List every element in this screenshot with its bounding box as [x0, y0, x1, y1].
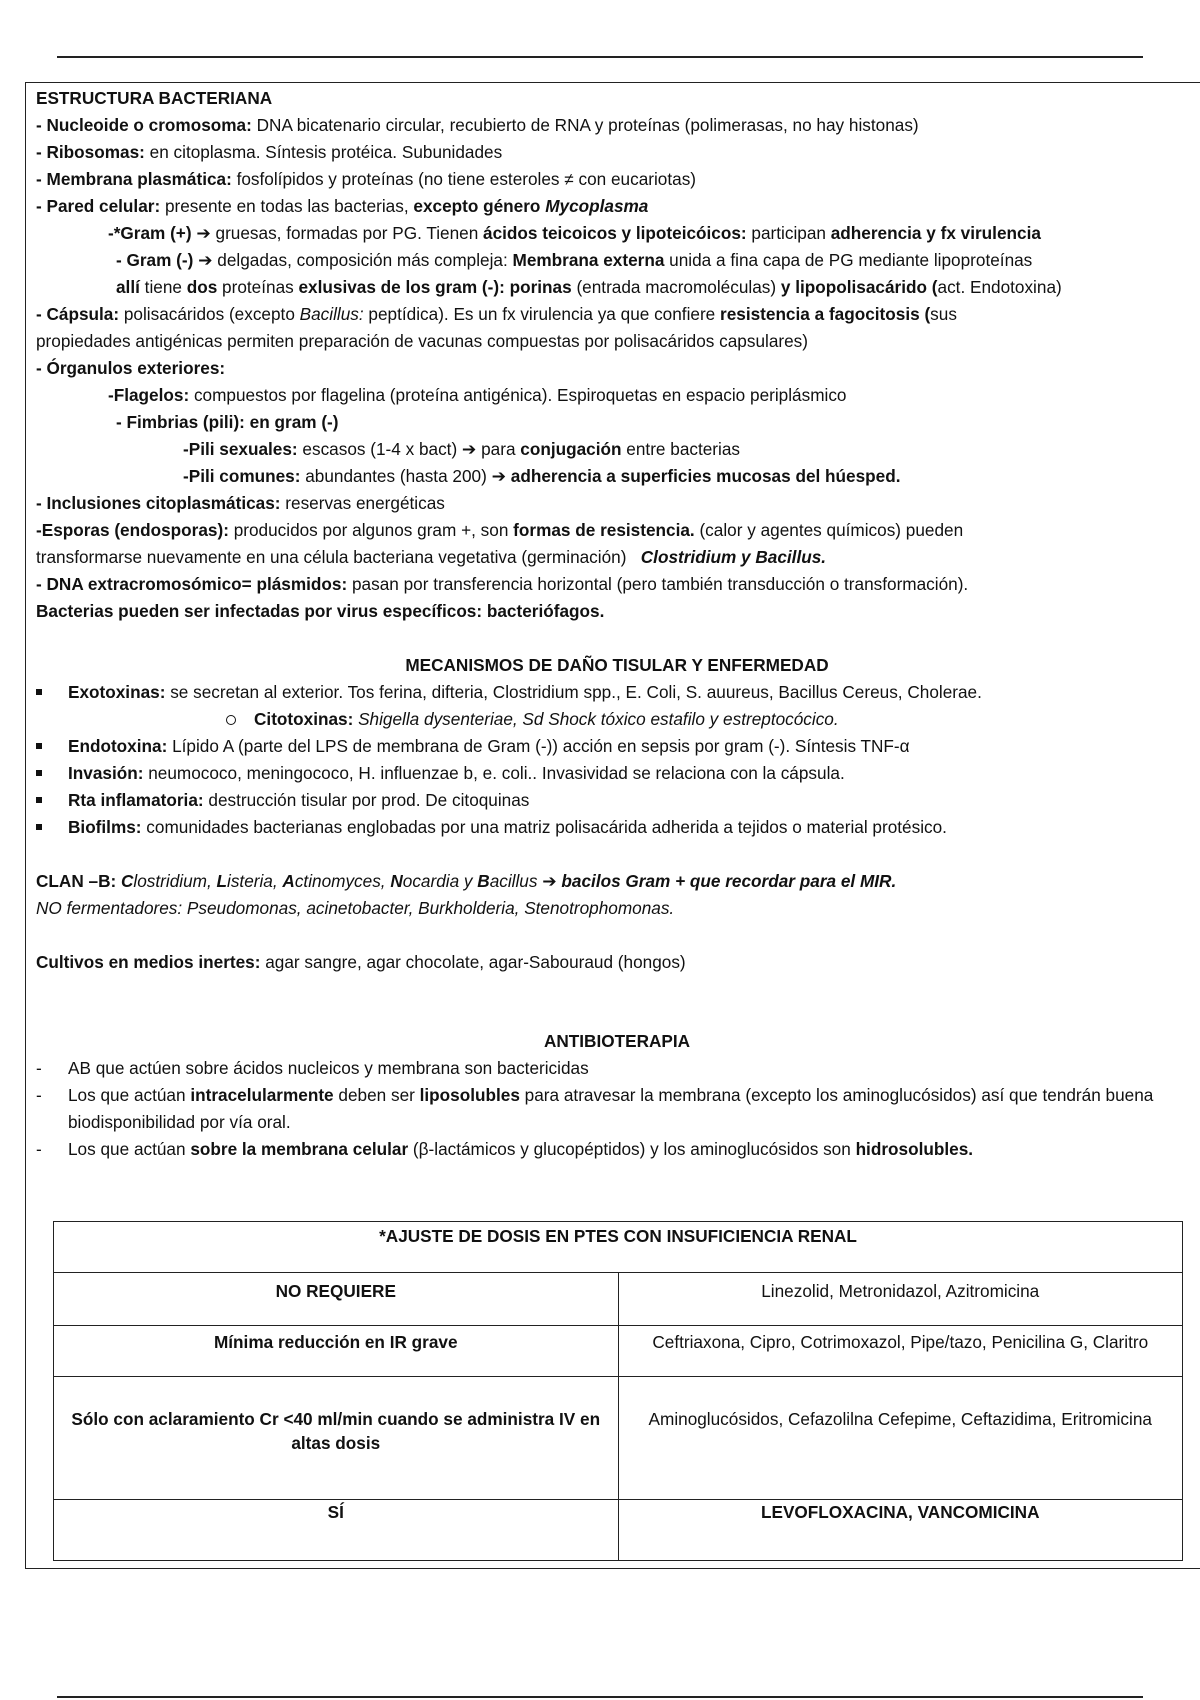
item-flagelos: -Flagelos: compuestos por flagelina (proteína antigénica). Espiroquetas en espacio periplásmico [108, 385, 847, 405]
item-gram-neg: - Gram (-) ➔ delgadas, composición más compleja: Membrana externa unida a fina capa de PG mediante lipoproteínas [116, 250, 1033, 270]
mecanismos-list-2 [36, 733, 1198, 841]
list-item-invasion: Invasión: neumococo, meningococo, H. influenzae b, e. coli.. Invasividad se relaciona con la cápsula. [36, 760, 1198, 787]
list-item-rta-inflamatoria: Rta inflamatoria: destrucción tisular por prod. De citoquinas [36, 787, 1198, 814]
table-cell-drugs: Linezolid, Metronidazol, Azitromicina [618, 1273, 1183, 1326]
item-gram-pos: -*Gram (+) ➔ gruesas, formadas por PG. Tienen ácidos teicoicos y lipoteicóicos: participan adherencia y fx virulencia [108, 223, 1041, 243]
item-membrana: - Membrana plasmática: fosfolípidos y proteínas (no tiene esteroles ≠ con eucariotas) [36, 169, 697, 189]
table-row [54, 1273, 1183, 1326]
item-organulos: - Órganulos exteriores: [36, 358, 226, 378]
item-pared: - Pared celular: presente en todas las bacterias, excepto género Mycoplasma [36, 196, 649, 216]
spacer [36, 841, 1198, 868]
table-header: *AJUSTE DE DOSIS EN PTES CON INSUFICIENCIA RENAL [54, 1222, 1183, 1273]
content-frame [25, 82, 1200, 1569]
item-capsula-line2: propiedades antigénicas permiten preparación de vacunas compuestas por polisacáridos capsulares) [36, 331, 808, 351]
table-cell-category: Mínima reducción en IR grave [54, 1326, 619, 1377]
table-cell-drugs: Ceftriaxona, Cipro, Cotrimoxazol, Pipe/tazo, Penicilina G, Claritro [618, 1326, 1183, 1377]
item-bacteriofagos: Bacterias pueden ser infectadas por virus específicos: bacteriófagos. [36, 601, 605, 621]
bottom-rule [57, 1696, 1143, 1698]
item-ribosomas: - Ribosomas: en citoplasma. Síntesis protéica. Subunidades [36, 142, 503, 162]
item-pili-comunes: -Pili comunes: abundantes (hasta 200) ➔ adherencia a superficies mucosas del húesped. [183, 466, 901, 486]
table-cell-category: SÍ [54, 1500, 619, 1561]
spacer [36, 625, 1198, 652]
list-item-exotoxinas: Exotoxinas: se secretan al exterior. Tos ferina, difteria, Clostridium spp., E. Coli, S. auureus, Bacillus Cereus, Cholerae. [36, 679, 1198, 706]
list-item-ab-1: - AB que actúen sobre ácidos nucleicos y membrana son bactericidas [36, 1055, 1198, 1082]
item-esporas: -Esporas (endosporas): producidos por algunos gram +, son formas de resistencia. (calor y agentes químicos) pueden [36, 520, 964, 540]
spacer [36, 976, 1198, 1028]
table-row [54, 1326, 1183, 1377]
item-inclusiones: - Inclusiones citoplasmáticas: reservas energéticas [36, 493, 445, 513]
list-item-ab-2: - Los que actúan intracelularmente deben ser liposolubles para atravesar la membrana (excepto los aminoglucósidos) así que tendrán buena biodisponibilidad por vía oral. [36, 1082, 1198, 1136]
list-item-ab-3: - Los que actúan sobre la membrana celular (β-lactámicos y glucopéptidos) y los aminoglucósidos son hidrosolubles. [36, 1136, 1198, 1163]
antibioterapia-list [36, 1055, 1198, 1163]
dose-adjustment-table [53, 1221, 1183, 1561]
list-item-biofilms: Biofilms: comunidades bacterianas englobadas por una matriz polisacárida adherida a tejidos o material protésico. [36, 814, 1198, 841]
table-row [54, 1377, 1183, 1500]
section-title-mecanismos: MECANISMOS DE DAÑO TISULAR Y ENFERMEDAD [405, 655, 829, 675]
list-item-endotoxina: Endotoxina: Lípido A (parte del LPS de membrana de Gram (-)) acción en sepsis por gram (-). Síntesis TNF-α [36, 733, 1198, 760]
section-title-antibioterapia: ANTIBIOTERAPIA [543, 1031, 691, 1051]
item-capsula: - Cápsula: polisacáridos (excepto Bacillus: peptídica). Es un fx virulencia ya que confiere resistencia a fagocitosis (sus [36, 304, 957, 324]
table-header-row [54, 1222, 1183, 1273]
document-body [36, 85, 1198, 1163]
mecanismos-list [36, 679, 1198, 706]
clan-b-line: CLAN –B: Clostridium, Listeria, Actinomyces, Nocardia y Bacillus ➔ bacilos Gram + que recordar para el MIR. [36, 871, 897, 891]
table-cell-category: Sólo con aclaramiento Cr <40 ml/min cuando se administra IV en altas dosis [54, 1377, 619, 1500]
top-rule [57, 56, 1143, 58]
table-row [54, 1500, 1183, 1561]
table-cell-category: NO REQUIERE [54, 1273, 619, 1326]
table-cell-drugs: LEVOFLOXACINA, VANCOMICINA [618, 1500, 1183, 1561]
item-nucleoide: - Nucleoide o cromosoma: DNA bicatenario circular, recubierto de RNA y proteínas (polimerasas, no hay histonas) [36, 115, 919, 135]
no-fermentadores-line: NO fermentadores: Pseudomonas, acinetobacter, Burkholderia, Stenotrophomonas. [36, 898, 675, 918]
spacer [36, 922, 1198, 949]
table-cell-drugs: Aminoglucósidos, Cefazolilna Cefepime, Ceftazidima, Eritromicina [618, 1377, 1183, 1500]
item-gram-neg-line2: allí tiene dos proteínas exlusivas de los gram (-): porinas (entrada macromoléculas) y lipopolisacárido (act. Endotoxina) [116, 277, 1062, 297]
list-item-citotoxinas: Citotoxinas: Shigella dysenteriae, Sd Shock tóxico estafilo y estreptocócico. [36, 706, 1198, 733]
item-dna-extracromosomico: - DNA extracromosómico= plásmidos: pasan por transferencia horizontal (pero también transducción o transformación). [36, 574, 969, 594]
item-fimbrias: - Fimbrias (pili): en gram (-) [116, 412, 339, 432]
item-pili-sexuales: -Pili sexuales: escasos (1-4 x bact) ➔ para conjugación entre bacterias [183, 439, 740, 459]
section-title-estructura: ESTRUCTURA BACTERIANA [36, 88, 273, 108]
item-esporas-line2: transformarse nuevamente en una célula bacteriana vegetativa (germinación) Clostridium y Bacillus. [36, 547, 827, 567]
circle-bullet-icon [226, 715, 236, 725]
cultivos-line: Cultivos en medios inertes: agar sangre, agar chocolate, agar-Sabouraud (hongos) [36, 952, 686, 972]
